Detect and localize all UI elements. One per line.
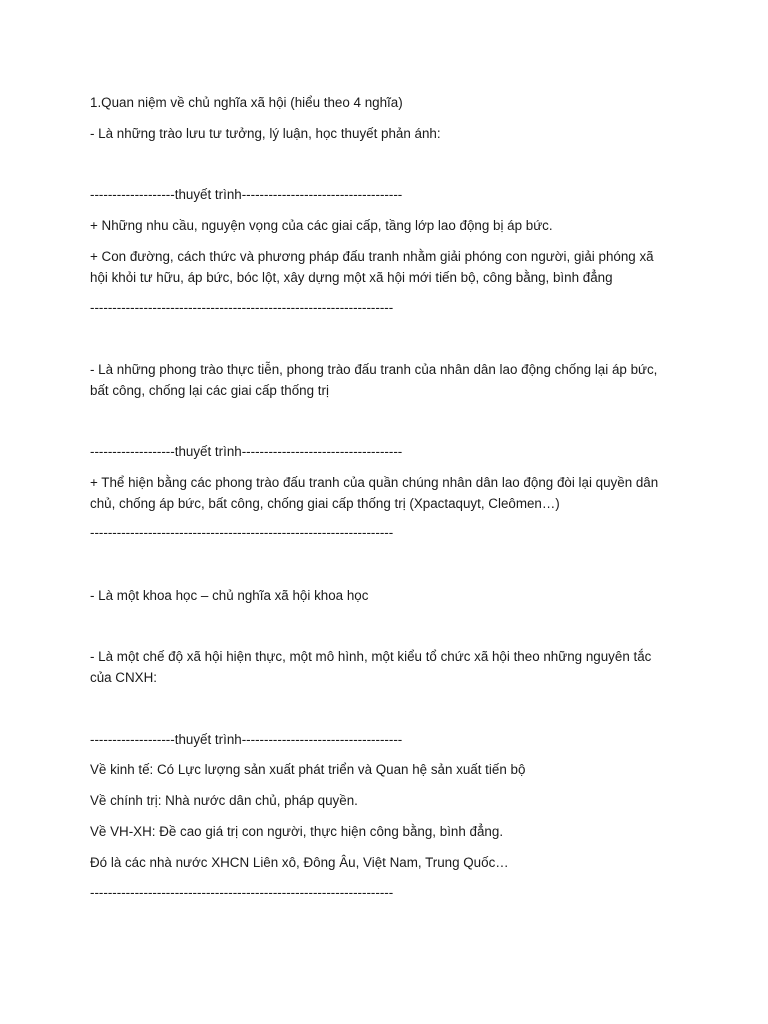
politics-line: Về chính trị: Nhà nước dân chủ, pháp quyền. <box>90 793 358 808</box>
meaning-1-point-2-line-1: + Con đường, cách thức và phương pháp đấu tranh nhằm giải phóng con người, giải phóng xã <box>90 249 654 264</box>
meaning-4-line-1: - Là một chế độ xã hội hiện thực, một mô hình, một kiểu tổ chức xã hội theo những nguyên tắc <box>90 649 652 664</box>
meaning-2-line-2: bất công, chống lại các giai cấp thống trị <box>90 383 329 398</box>
meaning-2-point-line-2: chủ, chống áp bức, bất công, chống giai cấp thống trị (Xpactaquyt, Cleômen…) <box>90 496 560 511</box>
end-separator-3: -------------------------------------------------------------------- <box>90 885 394 900</box>
states-line: Đó là các nhà nước XHCN Liên xô, Đông Âu, Việt Nam, Trung Quốc… <box>90 855 509 870</box>
document-heading: 1.Quan niệm về chủ nghĩa xã hội (hiểu theo 4 nghĩa) <box>90 95 403 110</box>
culture-society-line: Về VH-XH: Đề cao giá trị con người, thực hiện công bằng, bình đẳng. <box>90 824 504 839</box>
meaning-1-point-2-line-2: hội khỏi tư hữu, áp bức, bóc lột, xây dựng một xã hội mới tiến bộ, công bằng, bình đẳng <box>90 270 613 285</box>
end-separator-1: -------------------------------------------------------------------- <box>90 300 394 315</box>
meaning-4-line-2: của CNXH: <box>90 670 157 685</box>
presentation-separator-2: -------------------thuyết trình------------------------------------ <box>90 444 403 459</box>
meaning-2-line-1: - Là những phong trào thực tiễn, phong trào đấu tranh của nhân dân lao động chống lại áp bức, <box>90 362 658 377</box>
end-separator-2: -------------------------------------------------------------------- <box>90 525 394 540</box>
presentation-separator-1: -------------------thuyết trình------------------------------------ <box>90 187 403 202</box>
meaning-3: - Là một khoa học – chủ nghĩa xã hội khoa học <box>90 588 369 603</box>
economy-line: Về kinh tế: Có Lực lượng sản xuất phát triển và Quan hệ sản xuất tiến bộ <box>90 762 526 777</box>
meaning-1-point-1: + Những nhu cầu, nguyện vọng của các giai cấp, tầng lớp lao động bị áp bức. <box>90 218 553 233</box>
presentation-separator-3: -------------------thuyết trình------------------------------------ <box>90 732 403 747</box>
meaning-2-point-line-1: + Thể hiện bằng các phong trào đấu tranh của quần chúng nhân dân lao động đòi lại quyền dân <box>90 475 659 490</box>
meaning-1-intro: - Là những trào lưu tư tưởng, lý luận, học thuyết phản ánh: <box>90 126 441 141</box>
